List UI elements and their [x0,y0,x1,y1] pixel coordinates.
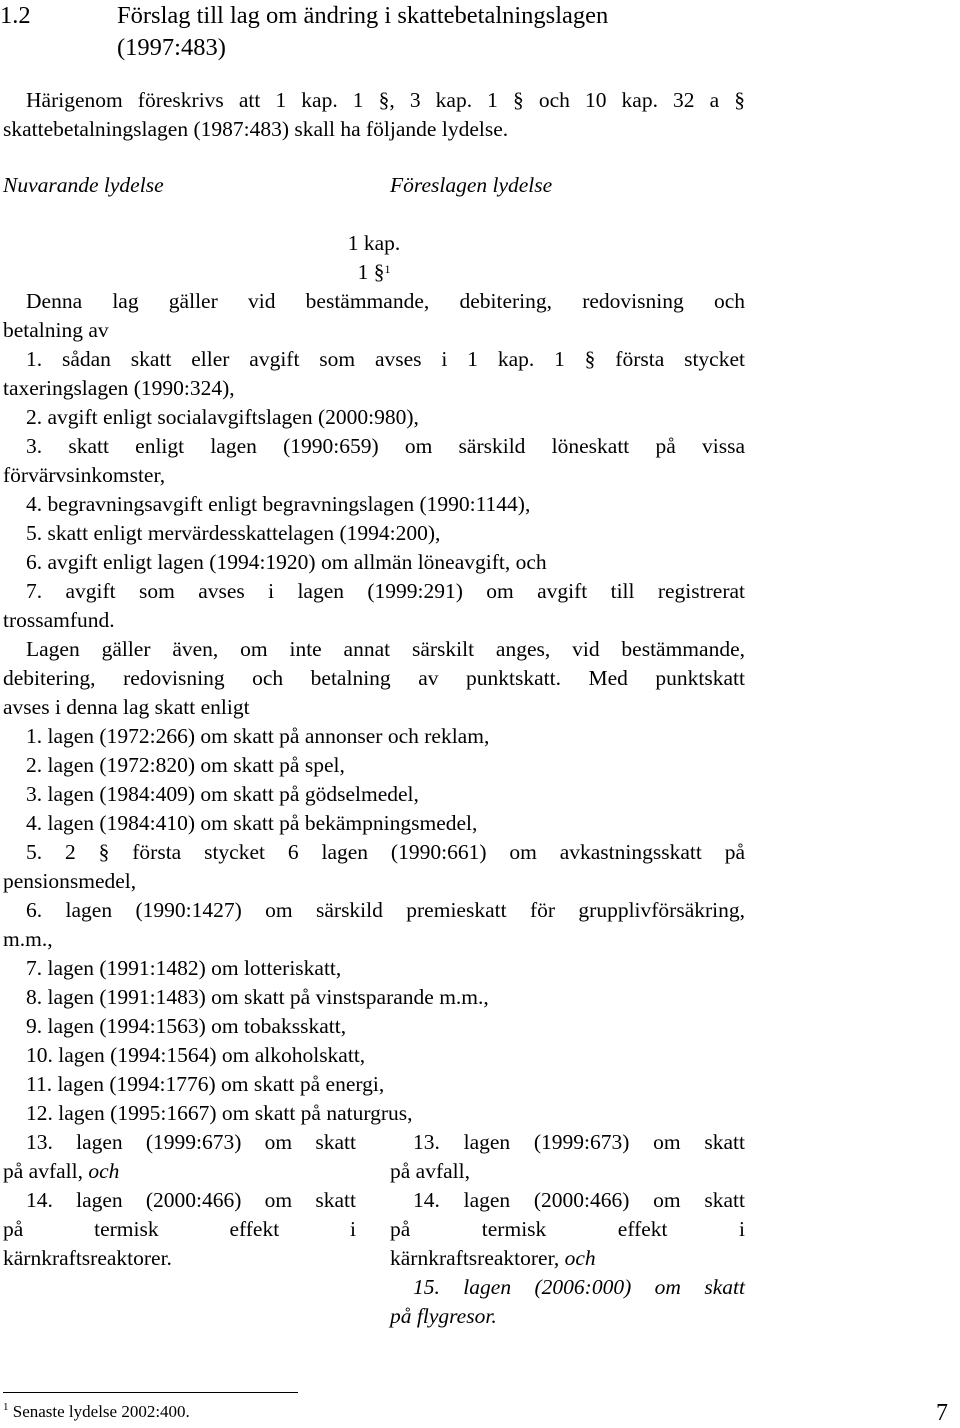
tax-item-5-line1: 5. 2 § första stycket 6 lagen (1990:661) om avkastningsskatt på [26,840,745,864]
list-item-6: 6. avgift enligt lagen (1994:1920) om allmän löneavgift, och [26,550,547,574]
list-item-7-line2: trossamfund. [3,608,115,632]
paragraph-2-line2: debitering, redovisning och betalning av punktskatt. Med punktskatt [3,666,745,690]
list-item-3-line1: 3. skatt enligt lagen (1990:659) om särskild löneskatt på vissa [26,434,745,458]
current-item-14-line2: på termisk effekt i [3,1217,356,1241]
footnote-text: Senaste lydelse 2002:400. [12,1402,190,1421]
footnote-marker: 1 [3,1401,9,1413]
tax-item-8: 8. lagen (1991:1483) om skatt på vinstsparande m.m., [26,985,489,1009]
paragraph-1-line1: Denna lag gäller vid bestämmande, debitering, redovisning och [26,289,745,313]
proposed-item-13-line2: på avfall, [390,1159,470,1183]
tax-item-12: 12. lagen (1995:1667) om skatt på naturgrus, [26,1101,413,1125]
section-title: 1 §$^1$ [357,260,391,284]
tax-item-9: 9. lagen (1994:1563) om tobaksskatt, [26,1014,347,1038]
footnote-divider [3,1392,298,1393]
list-item-5: 5. skatt enligt mervärdesskattelagen (1994:200), [26,521,441,545]
list-item-4: 4. begravningsavgift enligt begravningslagen (1990:1144), [26,492,531,516]
list-item-7-line1: 7. avgift som avses i lagen (1999:291) om avgift till registrerat [26,579,745,603]
list-item-3-line2: förvärvsinkomster, [3,463,166,487]
section-number: 1.2 [0,2,31,29]
tax-item-6-line1: 6. lagen (1990:1427) om särskild premieskatt för grupplivförsäkring, [26,898,745,922]
paragraph-2-line3: avses i denna lag skatt enligt [3,695,250,719]
proposed-item-15-line2: på flygresor. [390,1304,497,1328]
new-word-och: och [564,1246,596,1270]
tax-item-1: 1. lagen (1972:266) om skatt på annonser och reklam, [26,724,490,748]
tax-item-3: 3. lagen (1984:409) om skatt på gödselmedel, [26,782,419,806]
current-item-13-line2: på avfall, och [3,1159,120,1183]
chapter-title: 1 kap. [347,231,401,255]
heading-title-line2: (1997:483) [117,34,226,61]
page-number: 7 [936,1400,948,1426]
column-header-proposed: Föreslagen lydelse [390,173,553,197]
tax-item-7: 7. lagen (1991:1482) om lotteriskatt, [26,956,342,980]
list-item-1-line2: taxeringslagen (1990:324), [3,376,235,400]
heading-title-line1: Förslag till lag om ändring i skattebetalningslagen [117,2,609,29]
paragraph-2-line1: Lagen gäller även, om inte annat särskilt anges, vid bestämmande, [26,637,745,661]
proposed-item-13-line1: 13. lagen (1999:673) om skatt [413,1130,745,1154]
tax-item-5-line2: pensionsmedel, [3,869,137,893]
tax-item-6-line2: m.m., [3,927,53,951]
intro-line1: Härigenom föreskrivs att 1 kap. 1 §, 3 kap. 1 § och 10 kap. 32 a § [26,88,745,112]
current-item-13-line1: 13. lagen (1999:673) om skatt [26,1130,356,1154]
intro-line2: skattebetalningslagen (1987:483) skall ha följande lydelse. [3,117,509,141]
paragraph-1-line2: betalning av [3,318,109,342]
current-item-14-line1: 14. lagen (2000:466) om skatt [26,1188,356,1212]
footnote-ref: 1 [384,262,391,276]
struck-word-och: och [88,1159,120,1183]
tax-item-4: 4. lagen (1984:410) om skatt på bekämpningsmedel, [26,811,478,835]
tax-item-2: 2. lagen (1972:820) om skatt på spel, [26,753,345,777]
proposed-item-14-line2: på termisk effekt i [390,1217,745,1241]
proposed-item-15-line1: 15. lagen (2006:000) om skatt [413,1275,745,1299]
footnote [3,1402,190,1422]
list-item-1-line1: 1. sådan skatt eller avgift som avses i 1 kap. 1 § första stycket [26,347,745,371]
tax-item-11: 11. lagen (1994:1776) om skatt på energi, [26,1072,385,1096]
list-item-2: 2. avgift enligt socialavgiftslagen (2000:980), [26,405,419,429]
tax-item-10: 10. lagen (1994:1564) om alkoholskatt, [26,1043,366,1067]
current-item-14-line3: kärnkraftsreaktorer. [3,1246,172,1270]
proposed-item-14-line1: 14. lagen (2000:466) om skatt [413,1188,745,1212]
proposed-item-14-line3: kärnkraftsreaktorer, och [390,1246,596,1270]
column-header-current: Nuvarande lydelse [3,173,164,197]
